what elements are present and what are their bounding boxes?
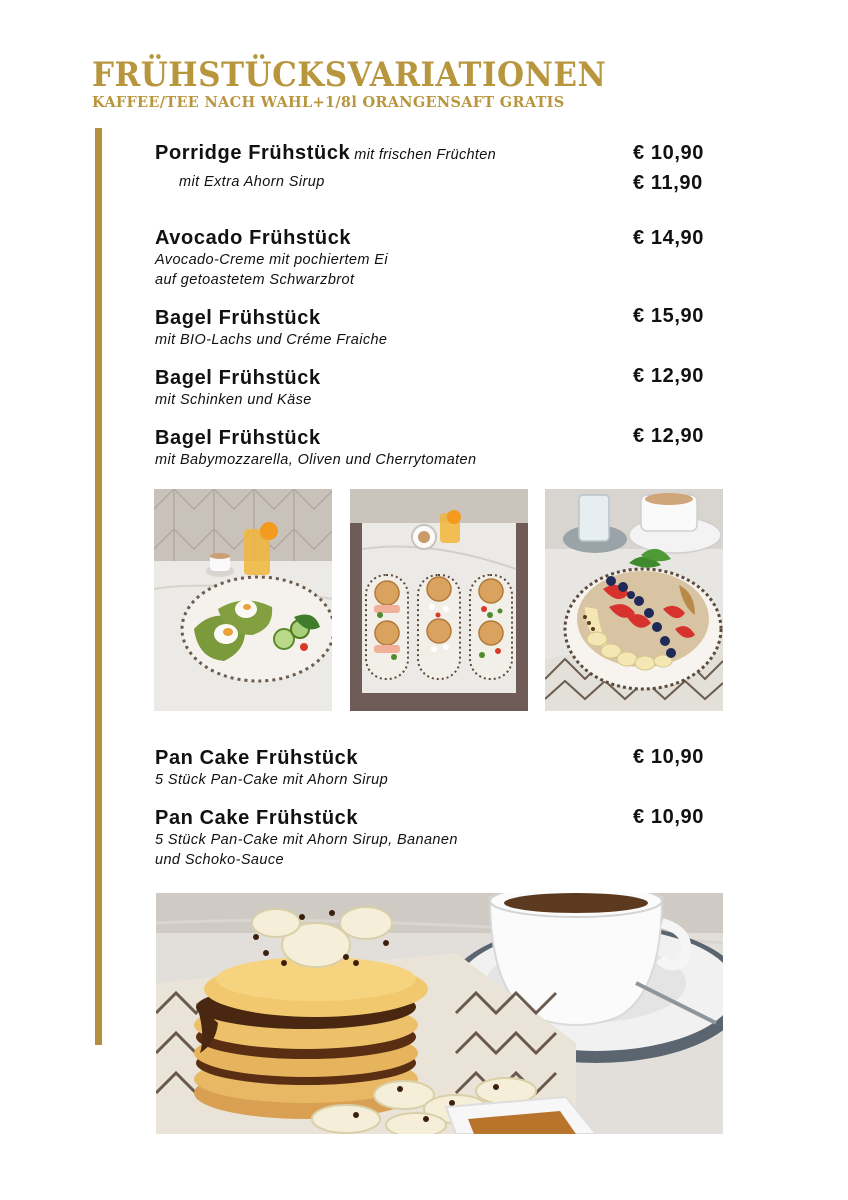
page-title: FRÜHSTÜCKSVARIATIONEN [92,56,607,95]
item-name: Bagel Frühstück [155,367,321,389]
gold-accent-bar [95,128,102,1045]
photo-bagel-breakfast [350,489,528,711]
item-price-avocado: € 14,90 [633,227,704,249]
item-description-line2: und Schoko-Sauce [155,852,284,868]
item-description: mit Schinken und Käse [155,392,312,408]
item-name-line [155,141,715,167]
menu-item-bagel-lachs [155,306,715,350]
item-name: Porridge Frühstück [155,142,351,164]
item-description-line2: auf getoastetem Schwarzbrot [155,272,355,288]
page-subtitle: KAFFEE/TEE NACH WAHL+1/8l ORANGENSAFT GRATIS [92,94,565,111]
item-description: Avocado-Creme mit pochiertem Ei [155,252,388,268]
item-name: Bagel Frühstück [155,307,321,329]
item-name: Pan Cake Frühstück [155,747,359,769]
menu-item-pancake-1 [155,746,715,790]
photo-porridge-bowl [545,489,723,711]
item-description: mit frischen Früchten [354,147,496,163]
item-price-porridge: € 10,90 [633,142,704,164]
item-extra-porridge: mit Extra Ahorn Sirup [179,174,325,190]
photo-avocado-breakfast [154,489,332,711]
item-description: mit BIO-Lachs und Créme Fraiche [155,332,388,348]
menu-item-pancake-2 [155,806,715,870]
item-name: Avocado Frühstück [155,227,352,249]
item-description: 5 Stück Pan-Cake mit Ahorn Sirup, Bananen [155,832,458,848]
menu-item-porridge [155,141,715,167]
item-description: 5 Stück Pan-Cake mit Ahorn Sirup [155,772,389,788]
menu-item-bagel-schinken [155,366,715,410]
item-extra-price-porridge: € 11,90 [633,172,703,194]
menu-item-avocado [155,226,715,290]
menu-item-bagel-mozzarella [155,426,715,470]
item-description: mit Babymozzarella, Oliven und Cherrytomaten [155,452,477,468]
item-price-pancake-1: € 10,90 [633,746,704,768]
photo-pancake-breakfast [156,893,723,1134]
item-name: Bagel Frühstück [155,427,321,449]
item-price-bagel-lachs: € 15,90 [633,305,704,327]
item-price-bagel-mozzarella: € 12,90 [633,425,704,447]
item-price-bagel-schinken: € 12,90 [633,365,704,387]
item-name: Pan Cake Frühstück [155,807,359,829]
item-price-pancake-2: € 10,90 [633,806,704,828]
